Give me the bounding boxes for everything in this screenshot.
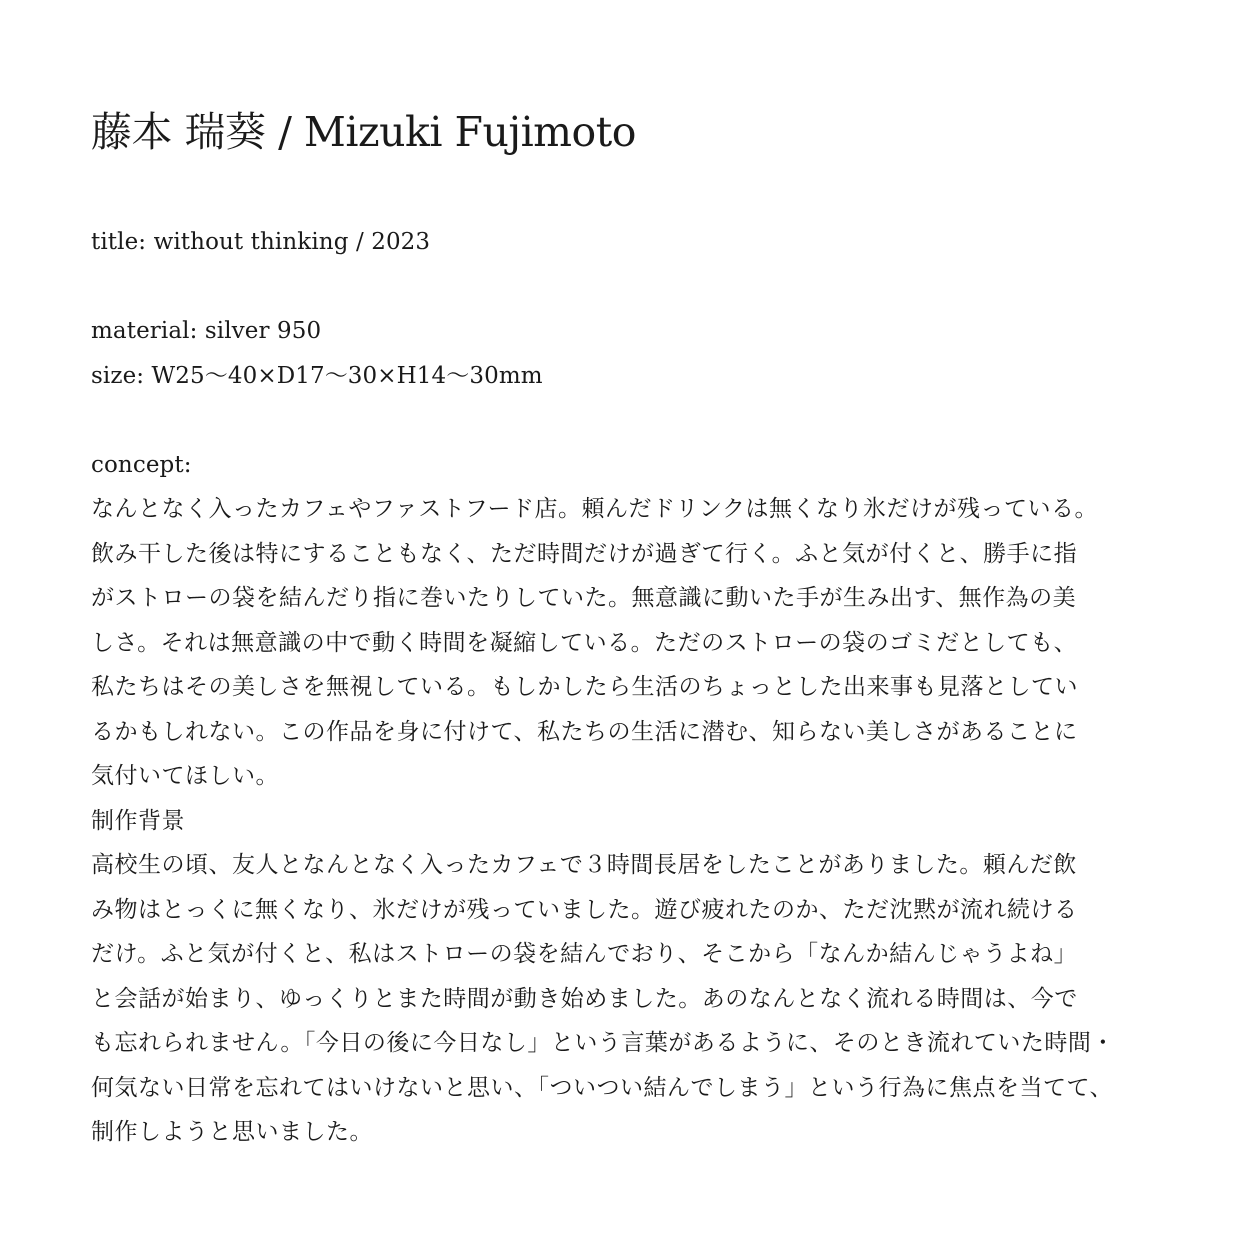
concept-label: concept: — [91, 452, 192, 478]
concept-line: なんとなく入ったカフェやファストフード店。頼んだドリンクは無くなり氷だけが残っている。 — [91, 496, 1099, 522]
concept-line: 私たちはその美しさを無視している。もしかしたら生活のちょっとした出来事も見落としてい — [91, 674, 1078, 700]
background-line: も忘れられません。「今日の後に今日なし」という言葉があるように、そのとき流れていた時間・ — [91, 1030, 1115, 1056]
size-line: size: W25〜40×D17〜30×H14〜30mm — [91, 363, 543, 389]
artist-statement-page — [91, 0, 1181, 1260]
background-line: だけ。ふと気が付くと、私はストローの袋を結んでおり、そこから「なんか結んじゃうよね」 — [91, 941, 1078, 967]
concept-line: しさ。それは無意識の中で動く時間を凝縮している。ただのストローの袋のゴミだとしても、 — [91, 630, 1078, 656]
background-line: と会話が始まり、ゆっくりとまた時間が動き始めました。あのなんとなく流れる時間は、今で — [91, 986, 1078, 1012]
concept-line: 気付いてほしい。 — [91, 763, 279, 789]
background-line: 何気ない日常を忘れてはいけないと思い、「ついつい結んでしまう」という行為に焦点を当てて、 — [91, 1075, 1114, 1101]
background-line: 制作しようと思いました。 — [91, 1119, 373, 1145]
artist-name-title: 藤本 瑞葵 / Mizuki Fujimoto — [91, 108, 636, 156]
background-line: 高校生の頃、友人となんとなく入ったカフェで３時間長居をしたことがありました。頼んだ飲 — [91, 852, 1077, 878]
concept-line: がストローの袋を結んだり指に巻いたりしていた。無意識に動いた手が生み出す、無作為の美 — [91, 585, 1077, 611]
material-line: material: silver 950 — [91, 318, 322, 344]
concept-line: るかもしれない。この作品を身に付けて、私たちの生活に潜む、知らない美しさがあることに — [91, 719, 1078, 745]
concept-line: 飲み干した後は特にすることもなく、ただ時間だけが過ぎて行く。ふと気が付くと、勝手に指 — [91, 541, 1078, 567]
background-heading: 制作背景 — [91, 808, 185, 834]
work-title-line: title: without thinking / 2023 — [91, 229, 431, 255]
background-line: み物はとっくに無くなり、氷だけが残っていました。遊び疲れたのか、ただ沈黙が流れ続ける — [91, 897, 1078, 923]
